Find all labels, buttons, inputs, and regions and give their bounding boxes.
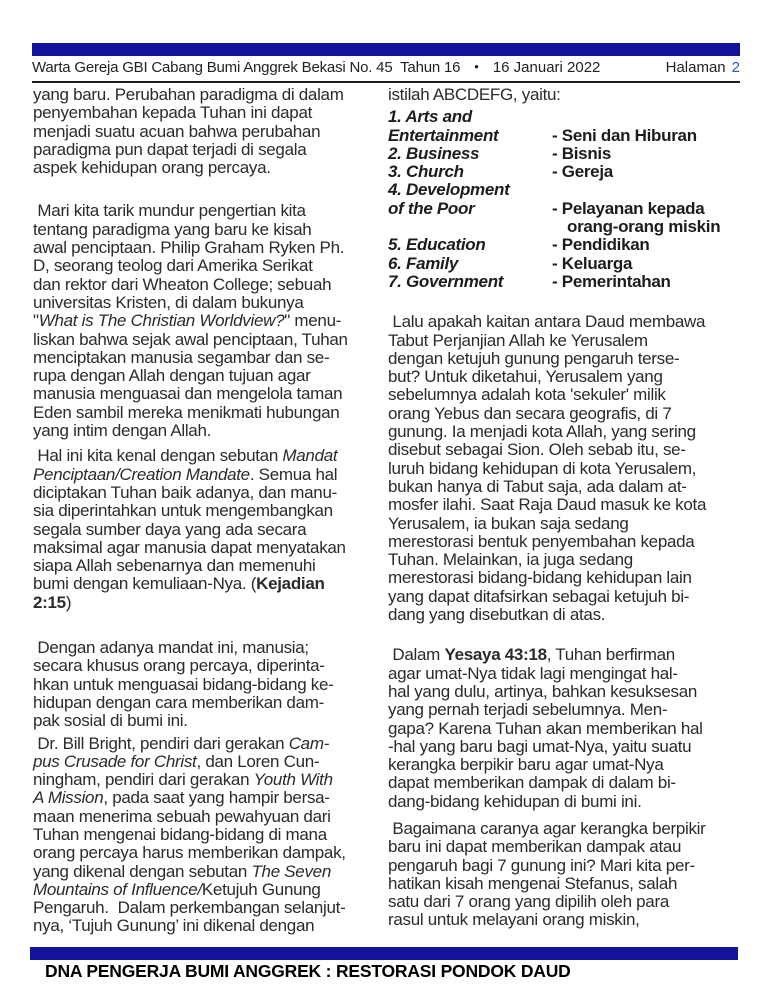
list-term: 1. Arts and: [388, 107, 472, 127]
list-translation: - Pendidikan: [552, 235, 650, 255]
list-term: 6. Family: [388, 253, 459, 273]
paragraph-perubahan-paradigma: yang baru. Perubahan paradigma di dalam penyembahan kepada Tuhan ini dapat menjadi suatu acuan bahwa perubahan paradigma pun dapat terjadi di segala aspek kehidupan orang percaya.: [33, 85, 344, 178]
list-term: 4. Development: [388, 180, 510, 200]
abcdefg-intro: istilah ABCDEFG, yaitu:: [388, 85, 561, 104]
footer-title: DNA PENGERJA BUMI ANGGREK : RESTORASI PONDOK DAUD: [45, 961, 571, 981]
list-row: [388, 200, 740, 218]
page-indicator: [666, 59, 740, 76]
right-column: [388, 86, 740, 936]
list-term: of the Poor: [388, 198, 475, 218]
list-row: [388, 218, 740, 236]
bullet-separator-icon: •: [474, 59, 479, 74]
list-term: Entertainment: [388, 125, 499, 145]
left-column: [33, 86, 388, 936]
article-body: [33, 86, 740, 936]
paragraph-creation-mandate: Hal ini kita kenal dengan sebutan Mandat Penciptaan/Creation Mandate. Semua hal diciptakan Tuhan baik adanya, dan manu- sia diperintahkan untuk mengembangkan segala sumber daya yang ada secara maksimal agar manusia dapat menyatakan siapa Allah sebenarnya dan memenuhi bumi dengan kemuliaan-Nya. (Kejadian 2:15): [33, 446, 346, 612]
list-row: [388, 127, 740, 145]
list-translation: orang-orang miskin: [567, 217, 721, 237]
footer-blue-bar: [30, 947, 738, 960]
page-number: 2: [731, 59, 740, 76]
abcdefg-list: [388, 108, 740, 291]
header-divider-line: [32, 81, 740, 83]
paragraph-yesaya-43-18: Dalam Yesaya 43:18, Tuhan berfirman agar umat-Nya tidak lagi mengingat hal- hal yang dulu, artinya, bahkan kesuksesan yang pernah terjadi sebelumnya. Men- gapa? Karena Tuhan akan memberikan hal -hal yang baru bagi umat-Nya, yaitu suatu kerangka berpikir baru agar umat-Nya dapat memberikan dampak di dalam bi- dang-bidang kehidupan di bumi ini.: [388, 645, 703, 811]
list-row: [388, 181, 740, 199]
list-translation: [552, 108, 740, 126]
list-row: [388, 108, 740, 126]
list-row: [388, 163, 740, 181]
list-row: [388, 255, 740, 273]
list-row: [388, 273, 740, 291]
page-label: Halaman: [665, 59, 726, 76]
newsletter-title: Warta Gereja GBI Cabang Bumi Anggrek Bekasi No. 45 Tahun 16: [32, 59, 461, 76]
list-translation: - Seni dan Hiburan: [552, 125, 697, 145]
paragraph-stefanus: Bagaimana caranya agar kerangka berpikir baru ini dapat memberikan dampak atau pengaruh bagi 7 gunung ini? Mari kita per- hatikan kisah mengenai Stefanus, salah satu dari 7 orang yang dipilih oleh para rasul untuk melayani orang miskin,: [388, 818, 706, 930]
paragraph-seven-mountains: Dr. Bill Bright, pendiri dari gerakan Cam- pus Crusade for Christ, dan Loren Cun- ningham, pendiri dari gerakan Youth With A Mission, pada saat yang hampir bersa- maan menerima sebuah pewahyuan dari Tuhan mengenai bidang-bidang di mana orang percaya harus memberikan dampak, yang dikenal dengan sebutan The Seven Mountains of Influence/Ketujuh Gunung Pengaruh. Dalam perkembangan selanjut- nya, ‘Tujuh Gunung’ ini dikenal dengan: [33, 733, 346, 936]
list-translation: - Pemerintahan: [552, 271, 671, 291]
list-translation: - Pelayanan kepada: [552, 198, 705, 218]
issue-date: 16 Januari 2022: [492, 59, 601, 76]
paragraph-daud-yerusalem: Lalu apakah kaitan antara Daud membawa Tabut Perjanjian Allah ke Yerusalem dengan ketujuh gunung pengaruh terse- but? Untuk diketahui, Yerusalem yang sebelumnya adalah kota 'sekuler' milik orang Yebus dan secara geografis, di 7 gunung. Ia menjadi kota Allah, yang sering disebut sebagai Sion. Oleh sebab itu, se- luruh bidang kehidupan di kota Yerusalem, bukan hanya di Tabut saja, ada dalam at- mosfer ilahi. Saat Raja Daud masuk ke kota Yerusalem, ia bukan saja sedang merestorasi bentuk penyembahan kepada Tuhan. Melainkan, ia juga sedang merestorasi bidang-bidang kehidupan lain yang dapat ditafsirkan sebagai ketujuh bi- dang yang disebutkan di atas.: [388, 312, 707, 625]
list-translation: - Keluarga: [552, 253, 633, 273]
list-term: 2. Business: [388, 143, 480, 163]
header-blue-bar: [32, 43, 740, 56]
list-translation: - Bisnis: [552, 143, 612, 163]
list-translation: - Gereja: [552, 162, 613, 182]
paragraph-dampak-sosial: Dengan adanya mandat ini, manusia; secara khusus orang percaya, diperinta- hkan untuk menguasai bidang-bidang ke- hidupan dengan cara memberikan dam- pak sosial di bumi ini.: [33, 638, 334, 731]
list-row: [388, 236, 740, 254]
list-translation: [552, 181, 740, 199]
list-row: [388, 145, 740, 163]
list-term: 7. Government: [388, 271, 504, 291]
list-term: 5. Education: [388, 235, 486, 255]
list-term: 3. Church: [388, 162, 464, 182]
paragraph-philip-graham-ryken: Mari kita tarik mundur pengertian kita tentang paradigma yang baru ke kisah awal penciptaan. Philip Graham Ryken Ph. D, seorang teolog dari Amerika Serikat dan rektor dari Wheaton College; sebuah universitas Kristen, di dalam bukunya "What is The Christian Worldview?" menu- liskan bahwa sejak awal penciptaan, Tuhan menciptakan manusia segambar dan se- rupa dengan Allah dengan tujuan agar manusia menguasai dan mengelola taman Eden sambil mereka menikmati hubungan yang intim dengan Allah.: [33, 201, 348, 441]
header: [32, 59, 740, 79]
list-term: [388, 218, 552, 236]
